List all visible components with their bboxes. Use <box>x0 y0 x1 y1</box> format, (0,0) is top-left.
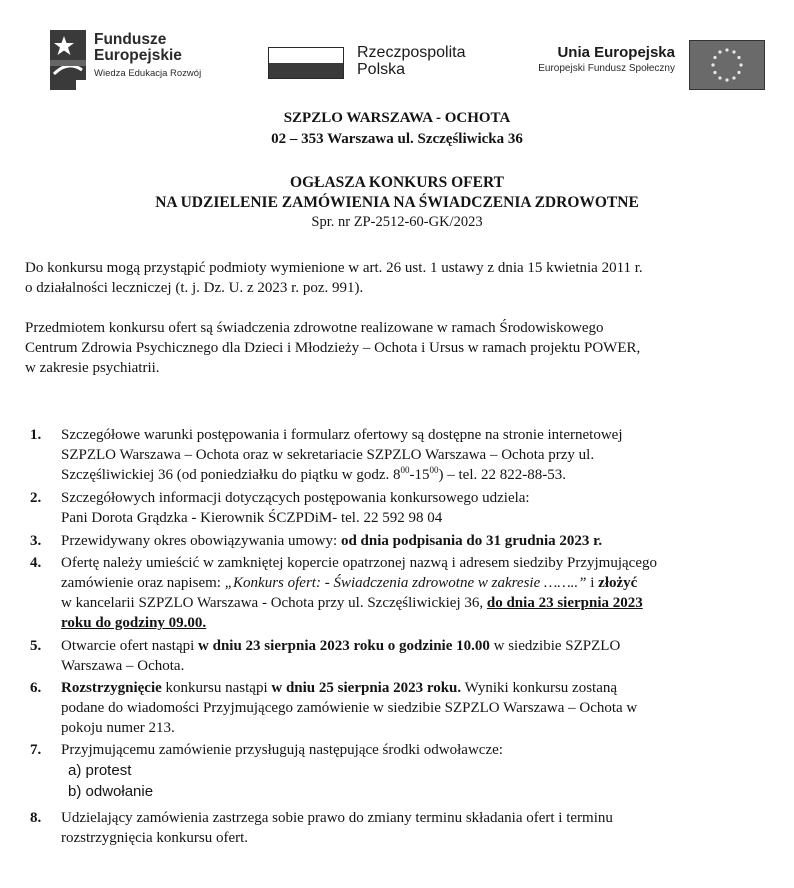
item-line: Warszawa – Ochota. <box>61 658 185 674</box>
item-line: Szczegółowe warunki postępowania i formularz ofertowy są dostępne na stronie internetowej <box>61 427 623 443</box>
item-text: ) – tel. 22 822-88-53. <box>438 467 566 483</box>
intro-paragraph <box>25 258 780 298</box>
fundusze-europejskie-star-icon <box>50 30 86 90</box>
item-line: Ofertę należy umieścić w zamkniętej kopercie opatrzonej nazwą i adresem siedziby Przyjmującego <box>61 555 657 571</box>
item-number: 5. <box>30 638 42 654</box>
sub-item-protest: a) protest <box>68 762 132 779</box>
item-line: Szczegółowych informacji dotyczących postępowania konkursowego udziela: <box>61 490 530 506</box>
logo-bar <box>0 0 794 100</box>
rzeczpospolita-polska-logo <box>268 42 498 84</box>
item-number: 4. <box>30 555 42 571</box>
item-line <box>61 593 779 613</box>
item-line <box>61 531 779 551</box>
item-line: pokoju numer 213. <box>61 720 175 736</box>
item-text: zamówienie oraz napisem: <box>61 575 225 591</box>
item-bold-text: złożyć <box>598 575 638 591</box>
item-line <box>61 465 779 485</box>
item-bold-text: od dnia podpisania do 31 grudnia 2023 r. <box>340 533 603 549</box>
subject-paragraph <box>25 318 780 378</box>
item-text: w siedzibie SZPZLO <box>489 638 621 654</box>
item-line: Przyjmującemu zamówienie przysługują następujące środki odwoławcze: <box>61 742 503 758</box>
eu-stars-icon <box>690 41 764 89</box>
item-number: 3. <box>30 533 42 549</box>
fe-line2: Europejskie <box>94 47 182 64</box>
announcement-subheading: NA UDZIELENIE ZAMÓWIENIA NA ŚWIADCZENIA ZDROWOTNE <box>155 194 639 211</box>
unia-europejska-logo <box>520 40 765 90</box>
organization-name: SZPZLO WARSZAWA - OCHOTA <box>283 110 511 126</box>
fundusze-europejskie-logo <box>50 30 240 92</box>
item-number: 2. <box>30 490 42 506</box>
sub-item-odwolanie: b) odwołanie <box>68 783 154 800</box>
item-superscript: 00 <box>400 465 410 475</box>
ue-line2: Europejski Fundusz Społeczny <box>538 63 675 74</box>
item-bold-text: Rozstrzygnięcie <box>61 680 162 696</box>
ue-line1: Unia Europejska <box>557 44 675 61</box>
item-line: Udzielający zamówienia zastrzega sobie prawo do zmiany terminu składania ofert i terminu <box>61 810 613 826</box>
item-text: -15 <box>409 467 430 483</box>
item-text: konkursu nastąpi <box>161 680 272 696</box>
item-line: rozstrzygnięcia konkursu ofert. <box>61 830 249 846</box>
fundusze-europejskie-text <box>94 32 201 79</box>
organization-address: 02 – 353 Warszawa ul. Szczęśliwicka 36 <box>271 131 523 147</box>
item-number: 1. <box>30 427 42 443</box>
deadline-text: roku do godziny 09.00. <box>61 615 207 631</box>
item-number: 7. <box>30 742 42 758</box>
item-bold-text: w dniu 25 sierpnia 2023 roku. <box>271 680 462 696</box>
item-line <box>61 613 779 633</box>
item-line: Pani Dorota Grądzka - Kierownik ŚCZPDiM- tel. 22 592 98 04 <box>61 510 443 526</box>
intro-line: o działalności leczniczej (t. j. Dz. U. z 2023 r. poz. 991). <box>25 280 364 296</box>
item-italic-text: „Konkurs ofert: - Świadczenia zdrowotne w zakresie ……..” <box>224 575 587 591</box>
announcement-heading: OGŁASZA KONKURS OFERT <box>290 174 504 191</box>
item-text: w kancelarii SZPZLO Warszawa - Ochota przy ul. Szczęśliwickiej 36, <box>61 595 487 611</box>
item-line: SZPZLO Warszawa – Ochota oraz w sekretariacie SZPZLO Warszawa – Ochota przy ul. <box>61 447 595 463</box>
subject-line: Centrum Zdrowia Psychicznego dla Dzieci i Młodzieży – Ochota i Ursus w ramach projektu POWER, <box>25 340 641 356</box>
item-superscript: 00 <box>429 465 439 475</box>
item-bold-text: w dniu 23 sierpnia 2023 roku o godzinie 10.00 <box>198 638 490 654</box>
item-line: podane do wiadomości Przyjmującego zamówienie w siedzibie SZPZLO Warszawa – Ochota w <box>61 700 638 716</box>
reference-number: Spr. nr ZP-2512-60-GK/2023 <box>311 214 483 230</box>
polish-flag-icon <box>268 47 344 79</box>
item-text: i <box>586 575 599 591</box>
item-text: Szczęśliwickiej 36 (od poniedziałku do piątku w godz. 8 <box>61 467 401 483</box>
item-text: Przewidywany okres obowiązywania umowy: <box>61 533 341 549</box>
fe-subtitle: Wiedza Edukacja Rozwój <box>94 68 202 79</box>
eu-flag-icon <box>689 40 765 90</box>
ue-text <box>538 44 675 74</box>
deadline-text: do dnia 23 sierpnia 2023 <box>486 595 643 611</box>
item-text: Wyniki konkursu zostaną <box>461 680 618 696</box>
item-line <box>61 636 779 656</box>
fe-line1: Fundusze <box>94 31 167 48</box>
rp-line2: Polska <box>357 61 406 78</box>
item-line <box>61 678 779 698</box>
item-number: 6. <box>30 680 42 696</box>
item-number: 8. <box>30 810 42 826</box>
intro-line: Do konkursu mogą przystąpić podmioty wymienione w art. 26 ust. 1 ustawy z dnia 15 kwietnia 2011 r. <box>25 260 643 276</box>
item-text: Otwarcie ofert nastąpi <box>61 638 199 654</box>
rp-line1: Rzeczpospolita <box>357 44 466 61</box>
subject-line: w zakresie psychiatrii. <box>25 360 160 376</box>
subject-line: Przedmiotem konkursu ofert są świadczenia zdrowotne realizowane w ramach Środowiskowego <box>25 320 604 336</box>
rp-text <box>357 44 466 78</box>
item-line <box>61 573 779 593</box>
